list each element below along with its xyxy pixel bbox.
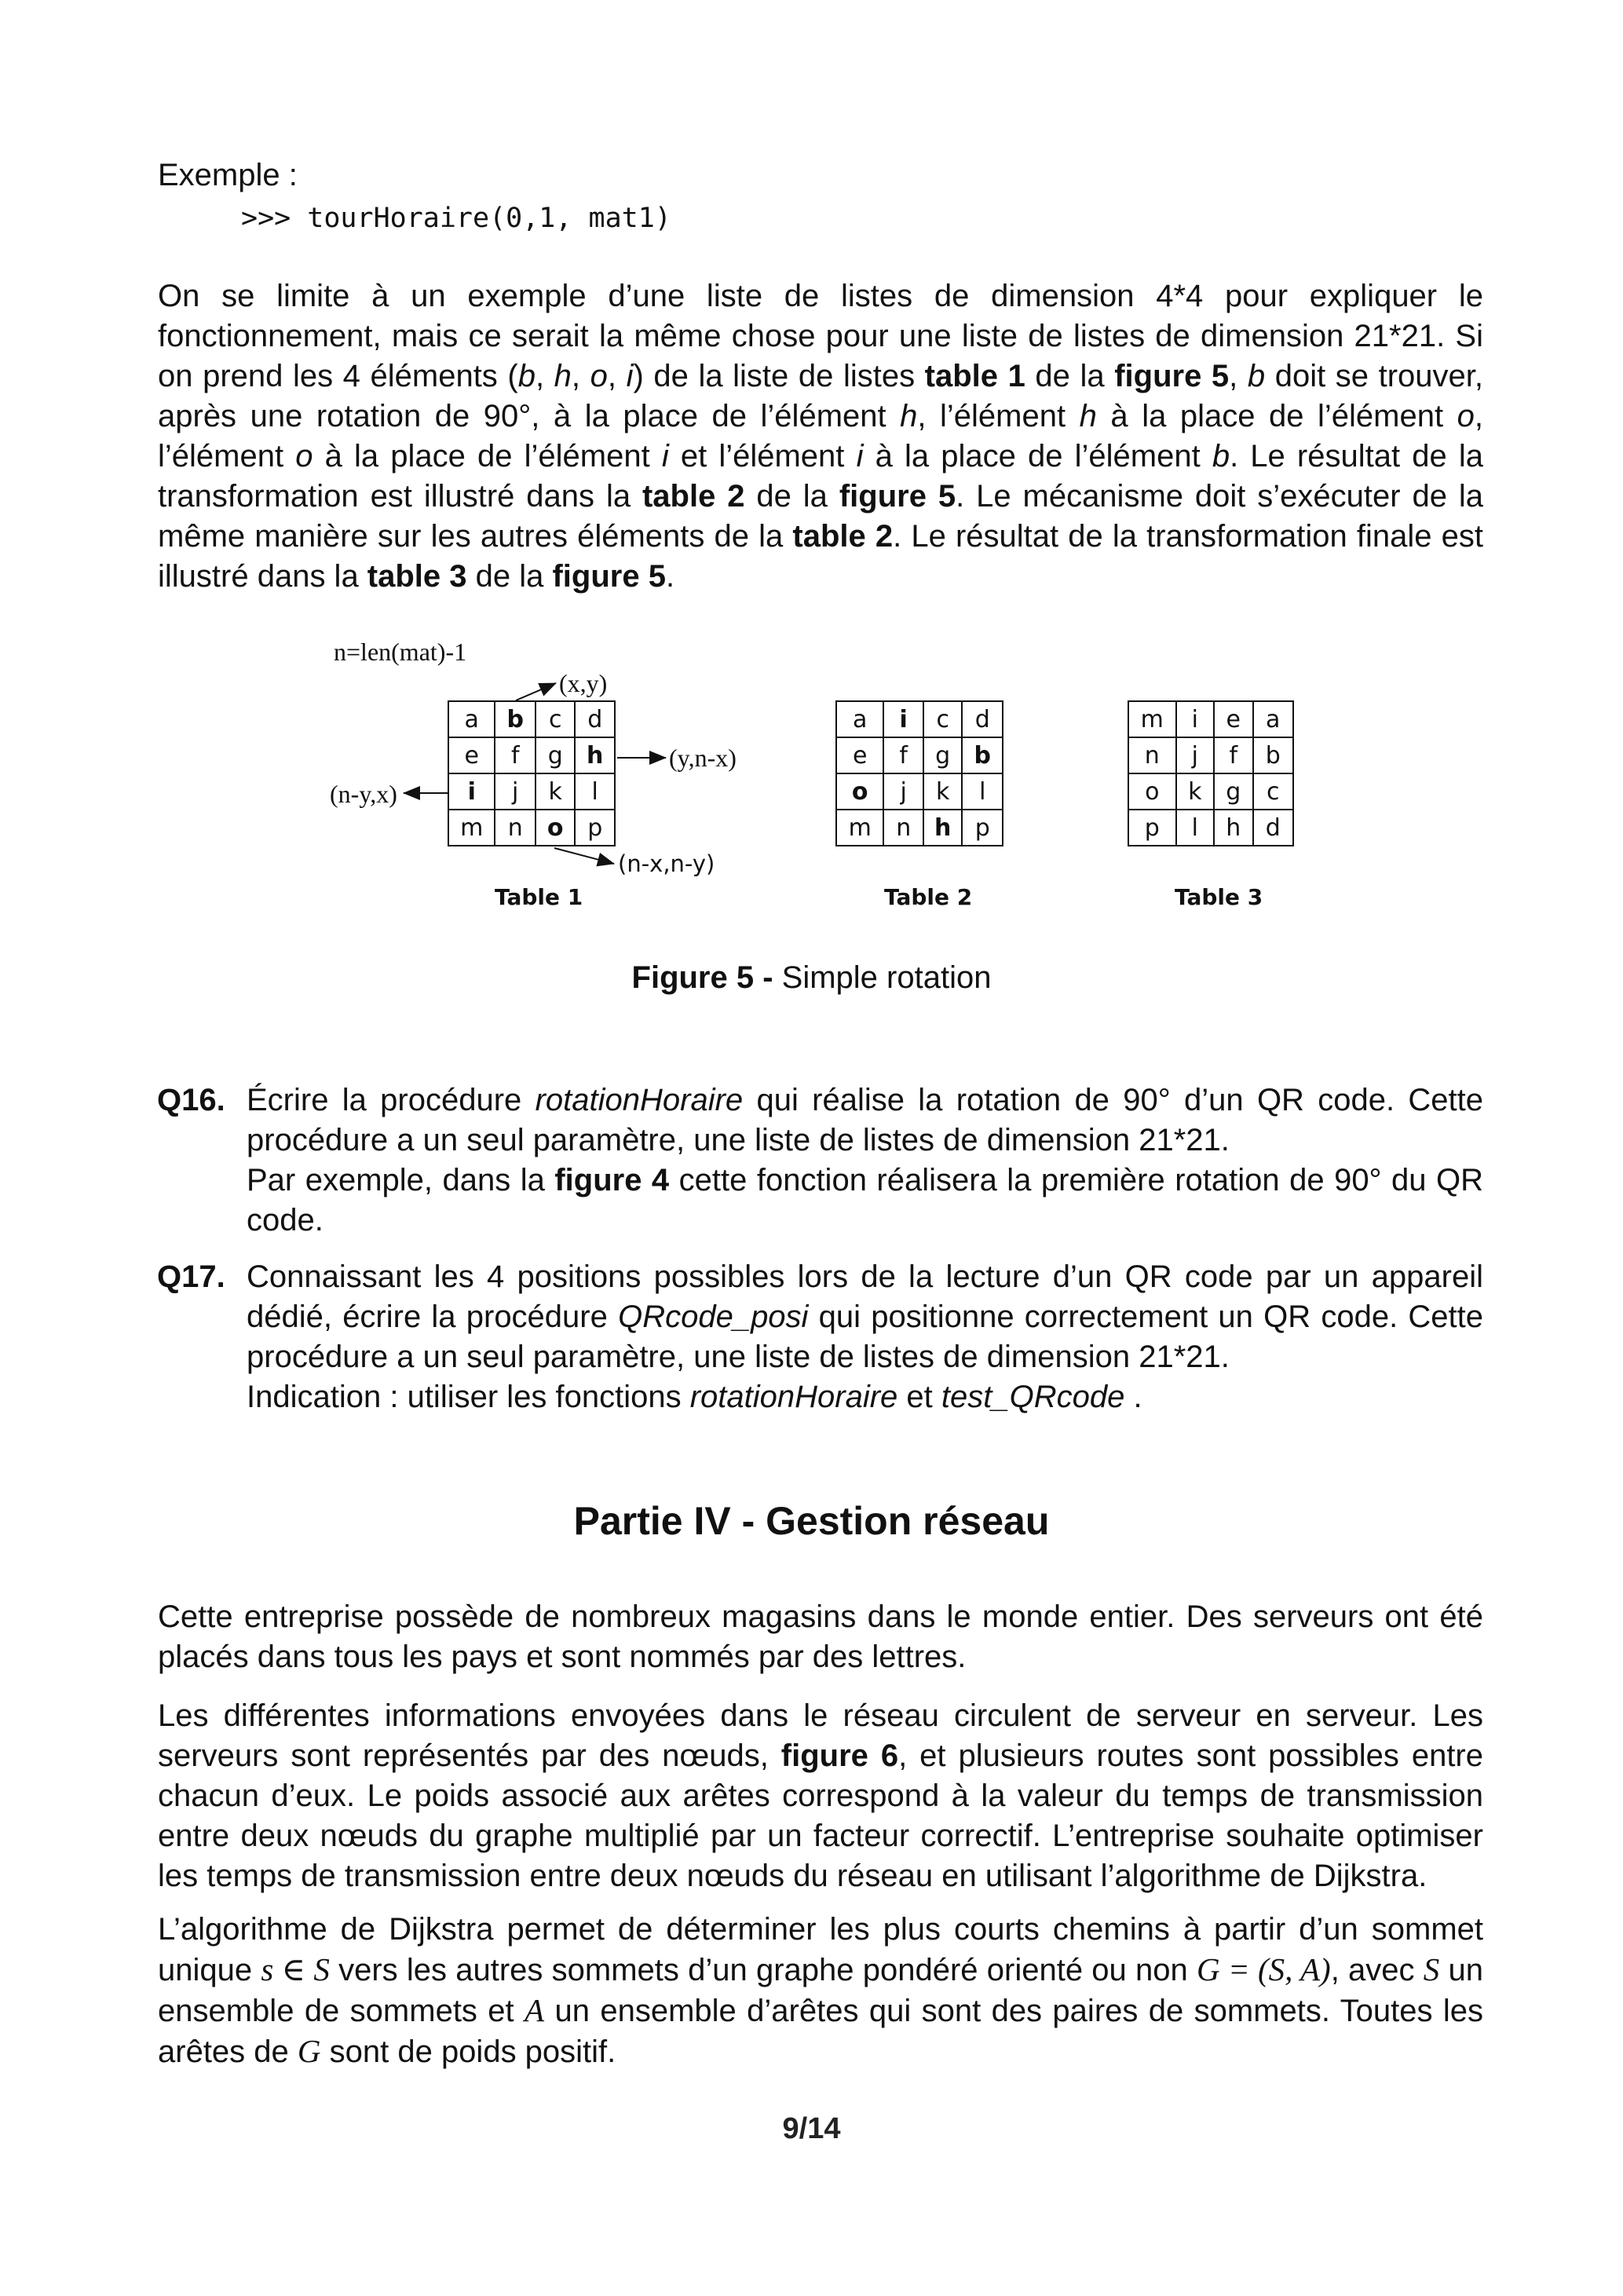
cell: i [883,701,923,737]
cell: k [1176,773,1215,810]
cell: a [1253,701,1294,737]
cell: o [536,810,575,846]
page-number: 9/14 [782,2112,841,2145]
cell: p [1128,810,1176,846]
cell: d [575,701,615,737]
cell: j [1176,737,1215,773]
func-rotationHoraire: rotationHoraire [535,1083,744,1117]
table-2 [835,700,1003,846]
cell: g [536,737,575,773]
ref-table-2: table 2 [642,479,745,514]
code-example: >>> tourHoraire(0,1, mat1) [241,203,671,234]
ref-figure-6: figure 6 [780,1738,899,1773]
cell: a [448,701,495,737]
cell: h [1214,810,1253,846]
cell: k [923,773,963,810]
table-2-caption: Table 2 [884,884,973,910]
question-16-text: Écrire la procédure rotationHoraire qui réalise la rotation de 90° d’un QR code. Cette procédure a un seul paramètre, une liste de listes de dimension 21*21. Par exemple, dans la figure 4 cette fonction réalisera la première rotation de 90° du QR code. [247,1083,1483,1238]
cell: c [1253,773,1294,810]
cell: h [923,810,963,846]
question-16-label: Q16. [157,1083,225,1117]
cell: k [536,773,575,810]
cell: f [883,737,923,773]
cell: n [1128,737,1176,773]
cell: n [883,810,923,846]
paragraph-company: Cette entreprise possède de nombreux magasins dans le monde entier. Des serveurs ont été placés dans tous les pays et sont nommés par des lettres. [158,1600,1483,1674]
cell: g [1214,773,1253,810]
cell: h [575,737,615,773]
paragraph-network: Les différentes informations envoyées dans le réseau circulent de serveur en serveur. Les serveurs sont représentés par des nœuds, figure 6, et plusieurs routes sont possibles entre chacun d’eux. Le poids associé aux arêtes correspond à la valeur du temps de transmission entre deux nœuds du graphe multiplié par un facteur correctif. L’entreprise souhaite optimiser les temps de transmission entre deux nœuds du réseau en utilisant l’algorithme de Dijkstra. [158,1698,1483,1893]
cell: n [495,810,535,846]
figure-5-caption: Figure 5 - Simple rotation [631,960,992,995]
rotation-arrows-icon [0,0,1623,942]
cell: i [1176,701,1215,737]
paragraph-dijkstra: L’algorithme de Dijkstra permet de déterminer les plus courts chemins à partir d’un sommet unique s ∈ S vers les autres sommets d’un graphe pondéré orienté ou non G = (S, A), avec S un ensemble de sommets et A un ensemble d’arêtes qui sont des paires de sommets. Toutes les arêtes de G sont de poids positif. [158,1912,1483,2069]
ref-figure-5: figure 5 [1114,359,1230,393]
cell: m [836,810,883,846]
cell: e [448,737,495,773]
cell: l [575,773,615,810]
question-17-label: Q17. [157,1260,225,1294]
cell: d [962,701,1003,737]
label-xy: (x,y) [559,669,608,697]
cell: f [495,737,535,773]
cell: j [495,773,535,810]
cell: m [448,810,495,846]
cell: c [536,701,575,737]
cell: p [962,810,1003,846]
paragraph-rotation-explanation: On se limite à un exemple d’une liste de listes de dimension 4*4 pour expliquer le fonctionnement, mais ce serait la même chose pour une liste de listes de dimension 21*21. Si on prend les 4 éléments (b, h, o, i) de la liste de listes table 1 de la figure 5, b doit se trouver, après une rotation de 90°, à la place de l’élément h, l’élément h à la place de l’élément o, l’élément o à la place de l’élément i et l’élément i à la place de l’élément b. Le résultat de la transformation est illustré dans la table 2 de la figure 5. Le mécanisme doit s’exécuter de la même manière sur les autres éléments de la table 2. Le résultat de la transformation finale est illustré dans la table 3 de la figure 5. [158,279,1484,594]
ref-table-1: table 1 [924,359,1025,393]
cell: b [495,701,535,737]
cell: l [1176,810,1215,846]
cell: l [962,773,1003,810]
table-3-caption: Table 3 [1175,884,1263,910]
ref-figure-4: figure 4 [554,1163,670,1197]
label-y-nx: (y,n-x) [669,744,737,772]
ref-table-3: table 3 [367,559,467,594]
cell: e [1214,701,1253,737]
cell: m [1128,701,1176,737]
cell: o [836,773,883,810]
func-test_QRcode: test_QRcode [941,1380,1125,1414]
cell: e [836,737,883,773]
cell: j [883,773,923,810]
example-label: Exemple : [158,158,298,192]
cell: i [448,773,495,810]
cell: a [836,701,883,737]
label-ny-x: (n-y,x) [330,780,397,808]
cell: p [575,810,615,846]
func-QRcode_posi: QRcode_posi [618,1300,809,1334]
question-17-text: Connaissant les 4 positions possibles lors de la lecture d’un QR code par un appareil dédié, écrire la procédure QRcode_posi qui positionne correctement un QR code. Cette procédure a un seul paramètre, une liste de listes de dimension 21*21. Indication : utiliser les fonctions rotationHoraire et test_QRcode . [247,1260,1483,1414]
cell: g [923,737,963,773]
table-1 [448,700,616,846]
cell: o [1128,773,1176,810]
section-heading: Partie IV - Gestion réseau [573,1499,1050,1543]
cell: b [962,737,1003,773]
cell: b [1253,737,1294,773]
table-1-caption: Table 1 [495,884,583,910]
cell: c [923,701,963,737]
label-nx-ny: (n-x,n-y) [618,850,715,877]
table-3 [1128,700,1294,846]
n-definition: n=len(mat)-1 [334,638,467,666]
cell: f [1214,737,1253,773]
cell: d [1253,810,1294,846]
